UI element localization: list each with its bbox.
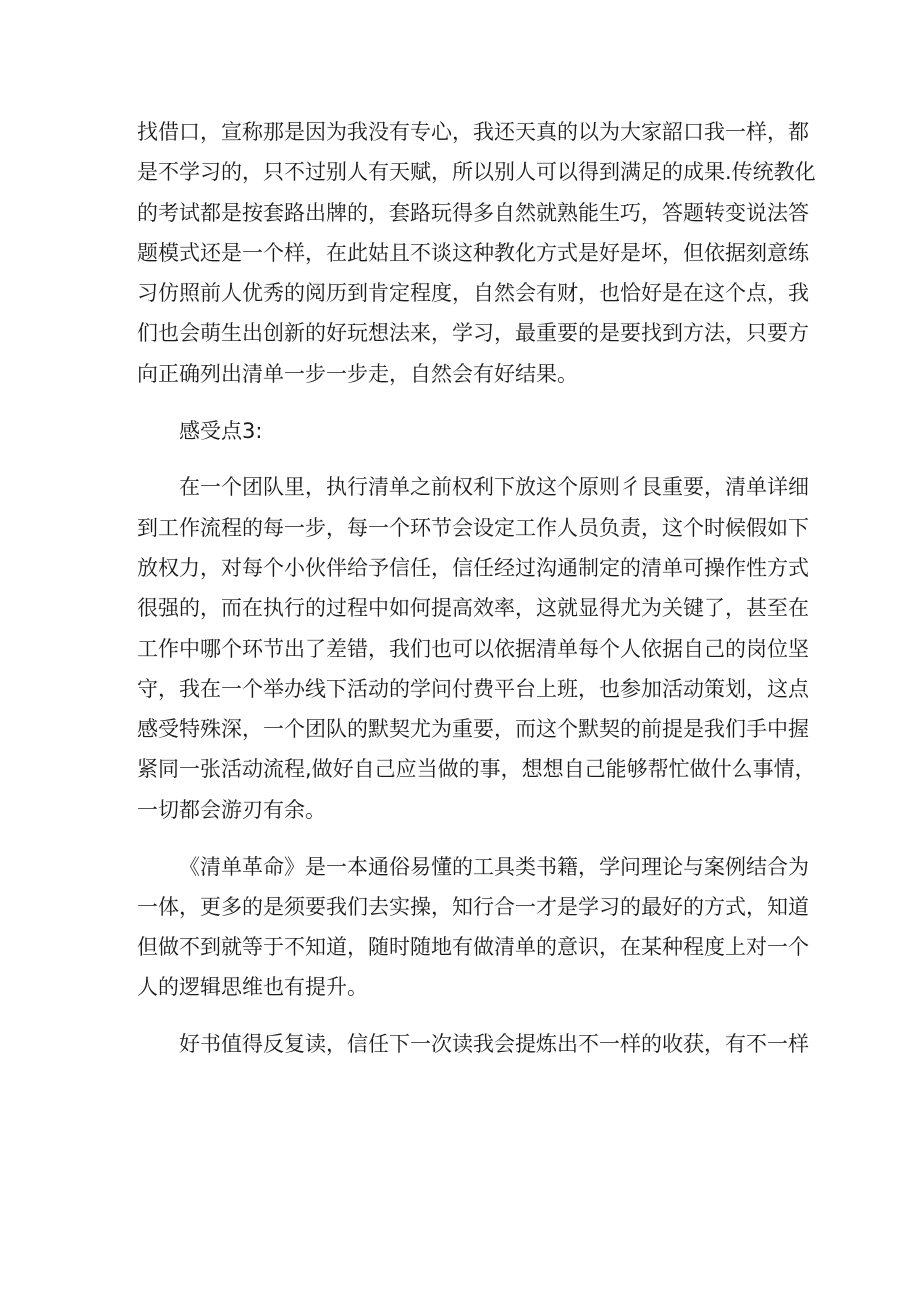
text-line: 们也会萌生出创新的好玩想法来，学习，最重要的是要找到方法，只要方 — [137, 321, 809, 346]
text-line: 工作中哪个环节出了差错，我们也可以依据清单每个人依据自己的岗位坚 — [137, 636, 809, 661]
text-line: 《清单革命》是一本通俗易懂的工具类书籍，学问理论与案例结合为 — [179, 854, 809, 879]
text-line: 的考试都是按套路出牌的，套路玩得多自然就熟能生巧，答题转变说法答 — [137, 200, 809, 225]
text-line: 好书值得反复读，信任下一次读我会提炼出不一样的收获，有不一样 — [179, 1032, 809, 1057]
text-line: 是不学习的，只不过别人有天赋，所以别人可以得到满足的成果.传统教化 — [137, 160, 816, 185]
text-line: 守，我在一个举办线下活动的学问付费平台上班，也参加活动策划，这点 — [137, 676, 809, 701]
text-line: 在一个团队里，执行清单之前权利下放这个原则彳艮重要，清单详细 — [179, 475, 809, 500]
text-line: 到工作流程的每一步，每一个环节会设定工作人员负责，这个时候假如下 — [137, 515, 809, 540]
paragraph-4 — [137, 847, 809, 1008]
text-line: 一切都会游刃有余。 — [137, 797, 326, 822]
text-line: 紧同一张活动流程,做好自己应当做的事，想想自己能够帮忙做什么事情， — [137, 757, 816, 782]
text-line: 但做不到就等于不知道，随时随地有做清单的意识，在某种程度上对一个 — [137, 935, 809, 960]
text-line: 题模式还是一个样，在此姑且不谈这种教化方式是好是坏，但依据刻意练 — [137, 240, 809, 265]
paragraph-1 — [137, 112, 816, 394]
text-line: 感受特殊深，一个团队的默契尤为重要，而这个默契的前提是我们手中握 — [137, 717, 809, 742]
section-heading — [137, 411, 787, 451]
text-line: 人的逻辑思维也有提升。 — [137, 975, 368, 1000]
heading-text: 感受点3: — [179, 418, 263, 443]
text-line: 放权力，对每个小伙伴给予信任，信任经过沟通制定的清单可操作性方式 — [137, 555, 809, 580]
text-line: 向正确列出清单一步一步走，自然会有好结果。 — [137, 361, 578, 386]
text-line: 习仿照前人优秀的阅历到肯定程度，自然会有财，也恰好是在这个点，我 — [137, 281, 809, 306]
document-body — [137, 112, 816, 1065]
text-line: 很强的，而在执行的过程中如何提高效率，这就显得尤为关键了，甚至在 — [137, 596, 809, 621]
paragraph-3 — [137, 467, 816, 830]
text-line: 一体，更多的是须要我们去实操，知行合一才是学习的最好的方式，知道 — [137, 894, 809, 919]
paragraph-5 — [137, 1024, 809, 1064]
text-line: 找借口，宣称那是因为我没有专心，我还天真的以为大家韶口我一样，都 — [137, 120, 809, 144]
